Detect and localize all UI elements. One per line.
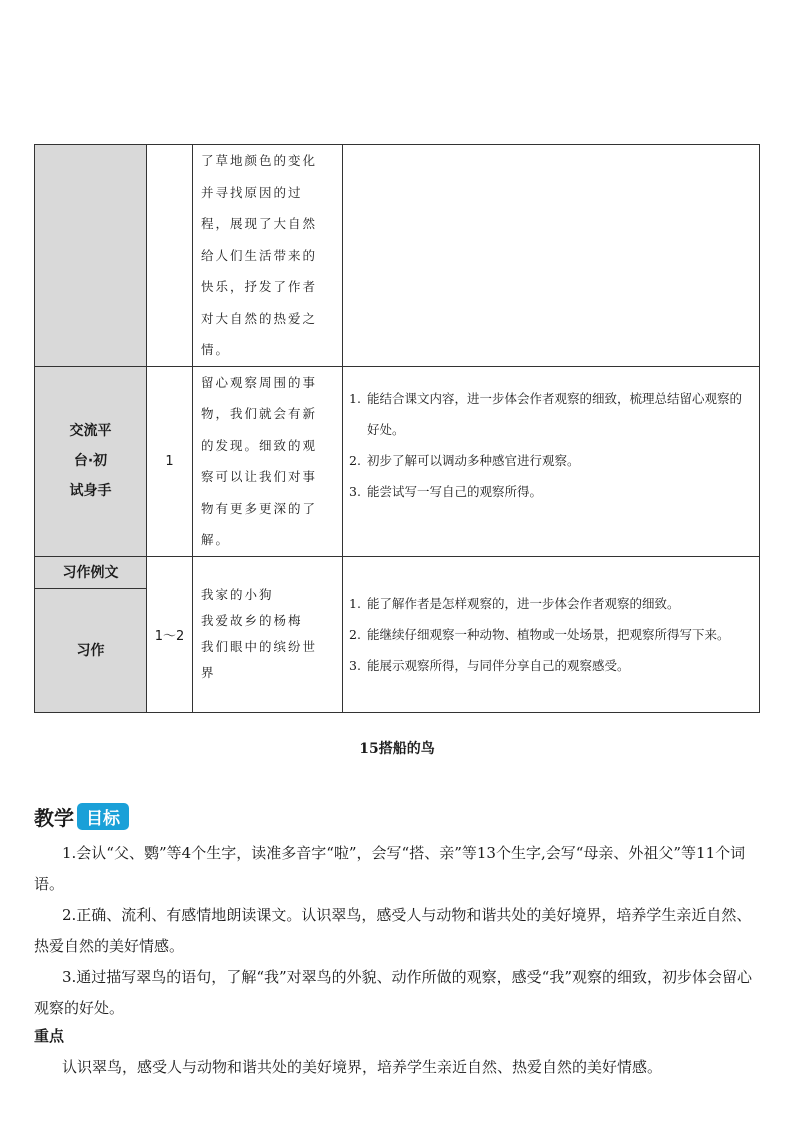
row-goals: [343, 366, 760, 556]
section-heading-text: 教学: [34, 806, 74, 830]
description-text: 了草地颜色的变化 并寻找原因的过 程，展现了大自然 给人们生活带来的 快乐，抒发了作者 对大自然的热爱之 情。: [201, 153, 318, 357]
goal-item: [349, 445, 753, 476]
goal-number: 1.: [349, 390, 361, 406]
goal-item: [349, 619, 753, 650]
row-description: [193, 145, 343, 367]
table-row: [35, 366, 760, 556]
goal-paragraph: 1.会认“父、鹦”等4个生字，读准多音字“啦”，会写“搭、亲”等13个生字,会写“母亲、外祖父”等11个词语。: [34, 844, 746, 893]
row-description: [193, 366, 343, 556]
goal-number: 3.: [349, 657, 361, 673]
row-hours: 1～2: [147, 556, 193, 712]
goal-item: [349, 383, 753, 445]
row-label: 习作例文: [35, 556, 147, 588]
row-hours: [147, 145, 193, 367]
lesson-title: 15搭船的鸟: [359, 741, 435, 757]
goal-text: 能了解作者是怎样观察的，进一步体会作者观察的细致。: [367, 595, 680, 611]
curriculum-table: [34, 144, 759, 713]
goal-number: 2.: [349, 626, 361, 642]
row-label: [35, 366, 147, 556]
row-label: [35, 145, 147, 367]
goal-item: [349, 476, 753, 507]
goal-item: [349, 588, 753, 619]
goal-text: 初步了解可以调动多种感官进行观察。: [367, 452, 580, 468]
goal-text: 能展示观察所得，与同伴分享自己的观察感受。: [367, 657, 630, 673]
row-goals: [343, 145, 760, 367]
description-text: 留心观察周围的事 物，我们就会有新 的发现。细致的观 察可以让我们对事 物有更多更深的了 解。: [201, 374, 318, 547]
description-text: 我家的小狗 我爱故乡的杨梅 我们眼中的缤纷世 界: [201, 587, 318, 680]
goal-list: [343, 588, 759, 681]
key-point-heading: 重点: [34, 1027, 65, 1045]
row-goals: [343, 556, 760, 712]
goal-text: 能结合课文内容，进一步体会作者观察的细致，梳理总结留心观察的好处。: [367, 390, 743, 437]
goal-number: 2.: [349, 452, 361, 468]
goal-paragraph: 2.正确、流利、有感情地朗读课文。认识翠鸟，感受人与动物和谐共处的美好境界，培养学生亲近自然、热爱自然的美好情感。: [34, 906, 752, 955]
goal-text: 能尝试写一写自己的观察所得。: [367, 483, 543, 499]
goal-list: [343, 383, 759, 507]
row-description: [193, 556, 343, 712]
goal-paragraph: 3.通过描写翠鸟的语句，了解“我”对翠鸟的外貌、动作所做的观察，感受“我”观察的细致，初步体会留心观察的好处。: [34, 968, 752, 1017]
goal-item: [349, 650, 753, 681]
label-text: 交流平 台·初 试身手: [69, 423, 112, 499]
goal-number: 3.: [349, 483, 361, 499]
section-heading-badge: 目标: [77, 803, 129, 830]
table-row: [35, 556, 760, 588]
goal-number: 1.: [349, 595, 361, 611]
table-row: [35, 145, 760, 367]
section-heading: [34, 802, 129, 831]
key-point-text: 认识翠鸟，感受人与动物和谐共处的美好境界，培养学生亲近自然、热爱自然的美好情感。: [62, 1058, 663, 1076]
row-label: 习作: [35, 588, 147, 712]
row-hours: 1: [147, 366, 193, 556]
goal-text: 能继续仔细观察一种动物、植物或一处场景，把观察所得写下来。: [367, 626, 730, 642]
